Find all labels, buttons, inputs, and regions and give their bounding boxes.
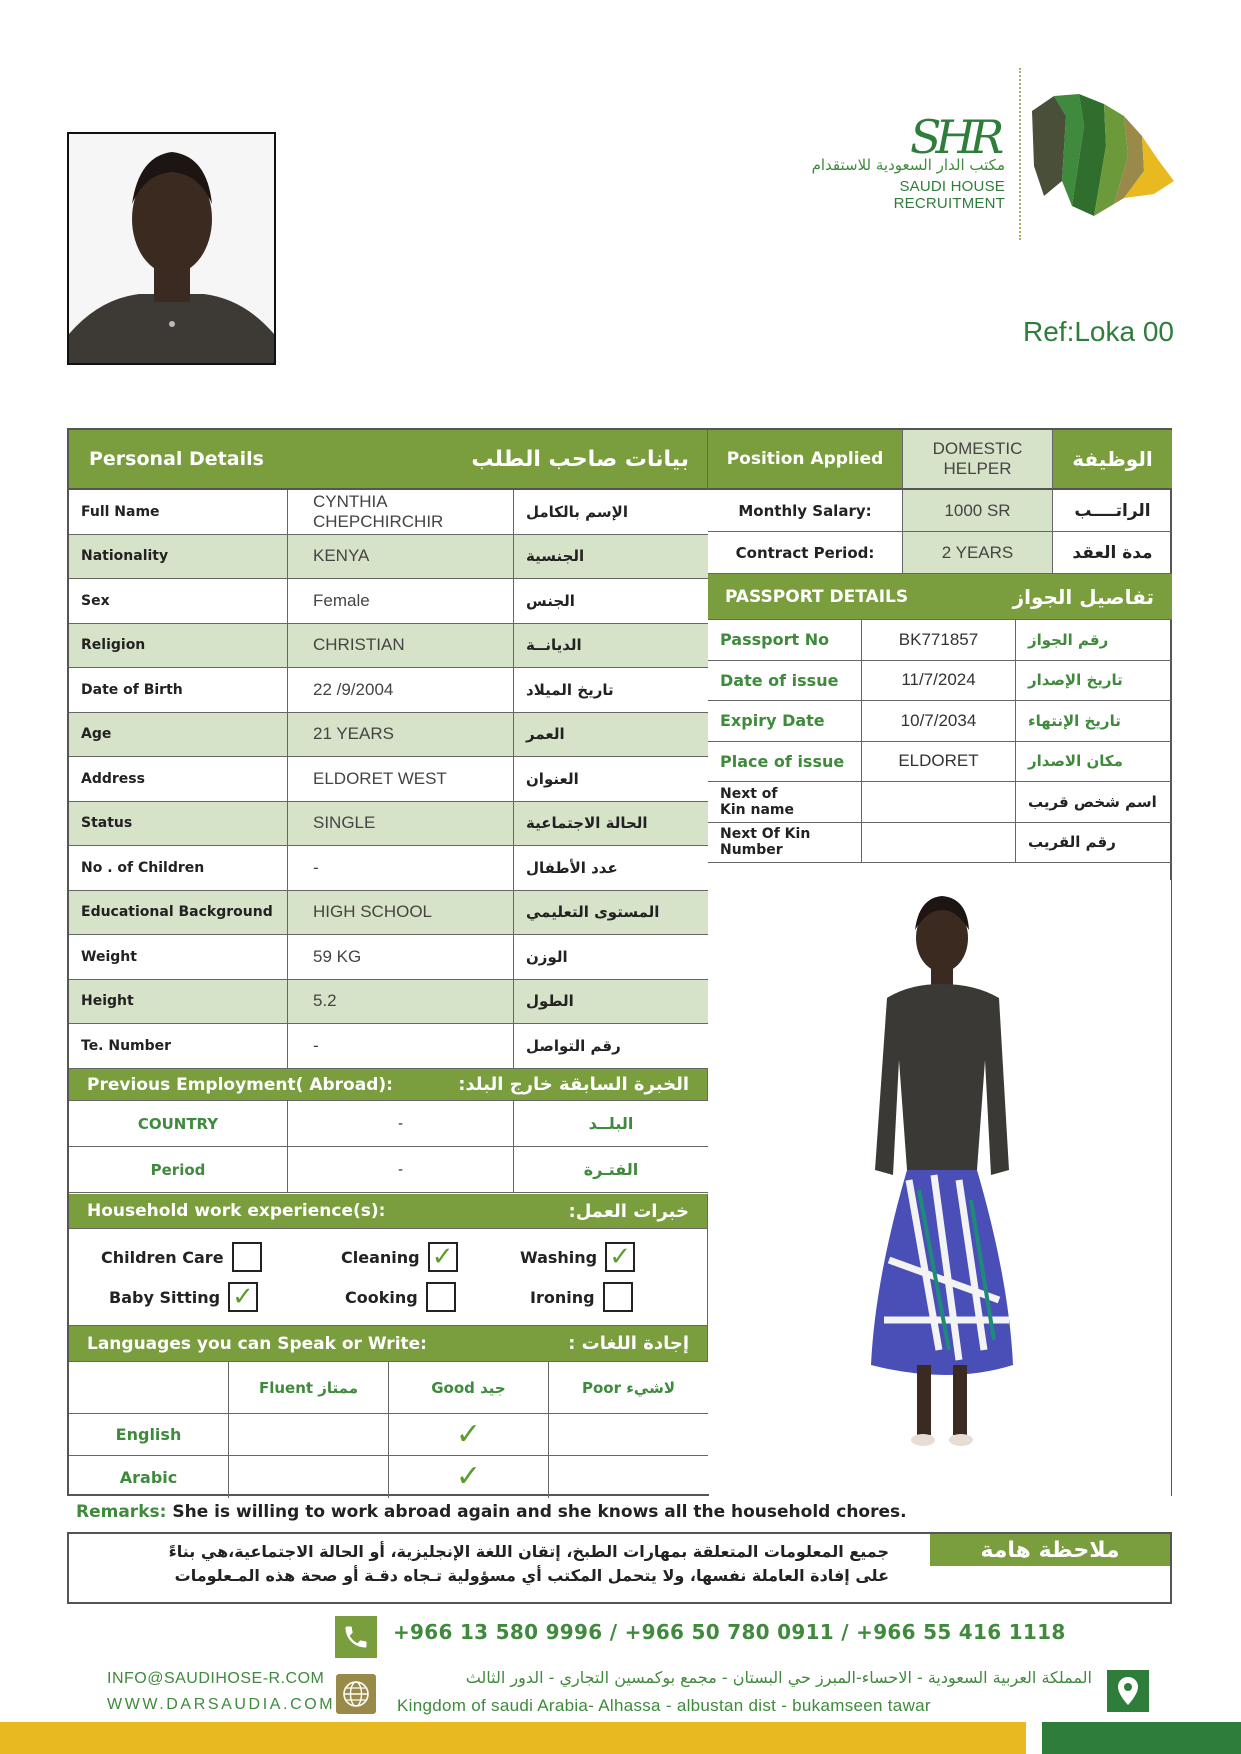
row-value: KENYA bbox=[288, 535, 514, 580]
previous-employment-title: Previous Employment( Abroad): bbox=[87, 1074, 393, 1095]
passport-no-value: BK771857 bbox=[862, 620, 1016, 661]
important-note-text bbox=[89, 1540, 889, 1588]
remarks-line bbox=[76, 1502, 907, 1522]
skill-label: Washing bbox=[520, 1247, 598, 1267]
skill-label: Cleaning bbox=[341, 1247, 420, 1267]
kin-name-label-ar: اسم شخص قريب bbox=[1016, 782, 1172, 823]
expiry-date-label: Expiry Date bbox=[708, 701, 862, 742]
skill-checkbox[interactable] bbox=[603, 1282, 633, 1312]
important-note-box bbox=[67, 1532, 1172, 1604]
row-label-ar: عدد الأطفال bbox=[514, 846, 708, 891]
kin-name-value bbox=[862, 782, 1016, 823]
row-label-ar: العنوان bbox=[514, 757, 708, 802]
prev-label: COUNTRY bbox=[69, 1101, 288, 1147]
row-value: 59 KG bbox=[288, 935, 514, 980]
lang-name: English bbox=[69, 1414, 229, 1456]
row-label: Educational Background bbox=[69, 891, 288, 936]
row-value: 5.2 bbox=[288, 980, 514, 1025]
position-label: Position Applied bbox=[708, 430, 903, 490]
skill-label: Children Care bbox=[101, 1247, 224, 1267]
main-form-frame bbox=[67, 428, 1172, 1496]
note-line: على إفادة العاملة نفسها، ولا يتحمل المكتب أي مسؤولية تـجاه دقـة أو صحة هذه المـعلومات bbox=[174, 1566, 889, 1585]
issue-date-value: 11/7/2024 bbox=[862, 661, 1016, 702]
row-label: Sex bbox=[69, 579, 288, 624]
passport-details-header bbox=[708, 574, 1172, 620]
salary-label-ar: الراتــــب bbox=[1053, 490, 1172, 532]
prev-value: - bbox=[288, 1101, 514, 1147]
row-label: No . of Children bbox=[69, 846, 288, 891]
row-value: 22 /9/2004 bbox=[288, 668, 514, 713]
issue-place-value: ELDORET bbox=[862, 742, 1016, 783]
row-label: Te. Number bbox=[69, 1024, 288, 1069]
row-label: Address bbox=[69, 757, 288, 802]
prev-label-ar: البلــد bbox=[514, 1101, 708, 1147]
skill-ironing bbox=[530, 1282, 633, 1312]
row-label-ar: الحالة الاجتماعية bbox=[514, 802, 708, 847]
issue-date-label: Date of issue bbox=[708, 661, 862, 702]
skill-checkbox[interactable] bbox=[232, 1242, 262, 1272]
languages-header bbox=[69, 1326, 708, 1362]
languages-title: Languages you can Speak or Write: bbox=[87, 1333, 427, 1354]
row-label: Age bbox=[69, 713, 288, 758]
kin-number-label-ar: رقم القريب bbox=[1016, 823, 1172, 864]
location-pin-icon bbox=[1107, 1670, 1149, 1712]
passport-no-label-ar: رقم الجواز bbox=[1016, 620, 1172, 661]
check-icon: ✓ bbox=[389, 1456, 549, 1498]
kin-number-label: Next Of Kin Number bbox=[708, 823, 862, 864]
saudi-map-logo bbox=[1024, 86, 1179, 226]
languages-title-ar: إجادة اللغات : bbox=[568, 1333, 689, 1354]
lang-corner bbox=[69, 1362, 229, 1414]
row-label: Full Name bbox=[69, 490, 288, 535]
position-table bbox=[708, 430, 1172, 574]
contract-value: 2 YEARS bbox=[903, 532, 1053, 574]
row-label-ar: الوزن bbox=[514, 935, 708, 980]
logo-english-name: SAUDI HOUSE RECRUITMENT bbox=[893, 178, 1005, 212]
lang-mark-fluent bbox=[229, 1456, 389, 1498]
row-value: - bbox=[288, 1024, 514, 1069]
skill-children-care bbox=[101, 1242, 262, 1272]
row-label-ar: المستوى التعليمي bbox=[514, 891, 708, 936]
lang-col-poor: Poor لاشيء bbox=[549, 1362, 708, 1414]
lang-mark-poor bbox=[549, 1456, 708, 1498]
personal-details-title-ar: بيانات صاحب الطلب bbox=[471, 446, 689, 472]
row-label-ar: الجنس bbox=[514, 579, 708, 624]
row-label: Height bbox=[69, 980, 288, 1025]
globe-icon bbox=[336, 1674, 376, 1714]
skill-checkbox[interactable]: ✓ bbox=[428, 1242, 458, 1272]
row-label-ar: تاريخ الميلاد bbox=[514, 668, 708, 713]
salary-label: Monthly Salary: bbox=[708, 490, 903, 532]
footer-bar-yellow bbox=[0, 1722, 1026, 1754]
important-note-badge: ملاحظة هامة bbox=[930, 1534, 1170, 1566]
skill-cleaning bbox=[341, 1242, 458, 1272]
row-value: CHRISTIAN bbox=[288, 624, 514, 669]
row-label: Weight bbox=[69, 935, 288, 980]
contract-label-ar: مدة العقد bbox=[1053, 532, 1172, 574]
lang-name: Arabic bbox=[69, 1456, 229, 1498]
check-icon: ✓ bbox=[389, 1414, 549, 1456]
passport-table bbox=[708, 620, 1172, 863]
passport-details-title: PASSPORT DETAILS bbox=[725, 586, 909, 607]
row-value: HIGH SCHOOL bbox=[288, 891, 514, 936]
lang-mark-poor bbox=[549, 1414, 708, 1456]
salary-value: 1000 SR bbox=[903, 490, 1053, 532]
row-label-ar: الطول bbox=[514, 980, 708, 1025]
address-english: Kingdom of saudi Arabia- Alhassa - albustan dist - bukamseen tawar bbox=[397, 1696, 931, 1715]
issue-place-label: Place of issue bbox=[708, 742, 862, 783]
position-value: DOMESTIC HELPER bbox=[903, 430, 1053, 490]
portrait-photo bbox=[67, 132, 276, 365]
row-label-ar: الجنسية bbox=[514, 535, 708, 580]
address-arabic: المملكة العربية السعودية - الاحساء-المبرز حي البستان - مجمع بوكمسين التجاري - الدور الثالث bbox=[465, 1668, 1092, 1687]
issue-place-label-ar: مكان الاصدار bbox=[1016, 742, 1172, 783]
expiry-date-label-ar: تاريخ الإنتهاء bbox=[1016, 701, 1172, 742]
kin-number-value bbox=[862, 823, 1016, 864]
household-work-title-ar: خبرات العمل: bbox=[568, 1200, 689, 1222]
row-label: Religion bbox=[69, 624, 288, 669]
skill-checkbox[interactable]: ✓ bbox=[605, 1242, 635, 1272]
lang-col-good: Good جيد bbox=[389, 1362, 549, 1414]
footer-bar-green bbox=[1042, 1722, 1241, 1754]
kin-name-label: Next of Kin name bbox=[708, 782, 862, 823]
household-work-checklist bbox=[69, 1229, 708, 1326]
expiry-date-value: 10/7/2034 bbox=[862, 701, 1016, 742]
skill-label: Baby Sitting bbox=[109, 1287, 221, 1307]
skill-label: Ironing bbox=[530, 1287, 595, 1307]
issue-date-label-ar: تاريخ الإصدار bbox=[1016, 661, 1172, 702]
remarks-text: She is willing to work abroad again and she knows all the household chores. bbox=[172, 1502, 907, 1522]
phone-numbers: +966 13 580 9996 / +966 50 780 0911 / +966 55 416 1118 bbox=[393, 1620, 1066, 1644]
prev-label: Period bbox=[69, 1147, 288, 1193]
row-label: Nationality bbox=[69, 535, 288, 580]
skill-baby-sitting bbox=[109, 1282, 258, 1312]
lang-mark-fluent bbox=[229, 1414, 389, 1456]
row-label-ar: الإسم بالكامل bbox=[514, 490, 708, 535]
row-value: 21 YEARS bbox=[288, 713, 514, 758]
skill-checkbox[interactable]: ✓ bbox=[228, 1282, 258, 1312]
logo-monogram: SHR bbox=[910, 110, 999, 164]
row-label-ar: الديانــة bbox=[514, 624, 708, 669]
reference-number: Ref:Loka 00 bbox=[1023, 316, 1174, 347]
skill-checkbox[interactable] bbox=[426, 1282, 456, 1312]
row-value: CYNTHIA CHEPCHIRCHIR bbox=[288, 490, 514, 535]
previous-employment-header bbox=[69, 1069, 708, 1101]
contract-label: Contract Period: bbox=[708, 532, 903, 574]
full-body-photo bbox=[709, 880, 1171, 1496]
skill-label: Cooking bbox=[345, 1287, 418, 1307]
row-value: Female bbox=[288, 579, 514, 624]
logo-divider bbox=[1019, 68, 1021, 240]
languages-table bbox=[69, 1362, 708, 1498]
personal-details-title: Personal Details bbox=[89, 448, 264, 470]
lang-col-fluent: Fluent ممتاز bbox=[229, 1362, 389, 1414]
row-label-ar: العمر bbox=[514, 713, 708, 758]
row-label-ar: رقم التواصل bbox=[514, 1024, 708, 1069]
skill-cooking bbox=[345, 1282, 456, 1312]
phone-icon bbox=[335, 1616, 377, 1658]
email-link[interactable]: INFO@SAUDIHOSE-R.COM bbox=[107, 1670, 325, 1687]
household-work-header bbox=[69, 1194, 708, 1229]
website-link[interactable]: WWW.DARSAUDIA.COM bbox=[107, 1696, 336, 1713]
personal-details-header bbox=[69, 430, 708, 490]
position-label-ar: الوظيفة bbox=[1053, 430, 1172, 490]
passport-no-label: Passport No bbox=[708, 620, 862, 661]
personal-details-table bbox=[69, 490, 708, 1069]
row-value: - bbox=[288, 846, 514, 891]
skill-washing bbox=[520, 1242, 635, 1272]
note-line: جميع المعلومات المتعلقة بمهارات الطبخ، إتقان اللغة الإنجليزية، أو الحالة الاجتماعية،هي بناءً bbox=[168, 1542, 889, 1561]
household-work-title: Household work experience(s): bbox=[87, 1201, 386, 1221]
logo-arabic-name: مكتب الدار السعودية للاستقدام bbox=[811, 156, 1005, 174]
previous-employment-table bbox=[69, 1101, 708, 1193]
remarks-label: Remarks: bbox=[76, 1502, 167, 1522]
passport-details-title-ar: تفاصيل الجواز bbox=[1012, 584, 1154, 609]
row-label: Status bbox=[69, 802, 288, 847]
row-value: ELDORET WEST bbox=[288, 757, 514, 802]
row-label: Date of Birth bbox=[69, 668, 288, 713]
prev-label-ar: الفتـرة bbox=[514, 1147, 708, 1193]
prev-value: - bbox=[288, 1147, 514, 1193]
previous-employment-title-ar: الخبرة السابقة خارج البلد: bbox=[458, 1074, 689, 1095]
row-value: SINGLE bbox=[288, 802, 514, 847]
